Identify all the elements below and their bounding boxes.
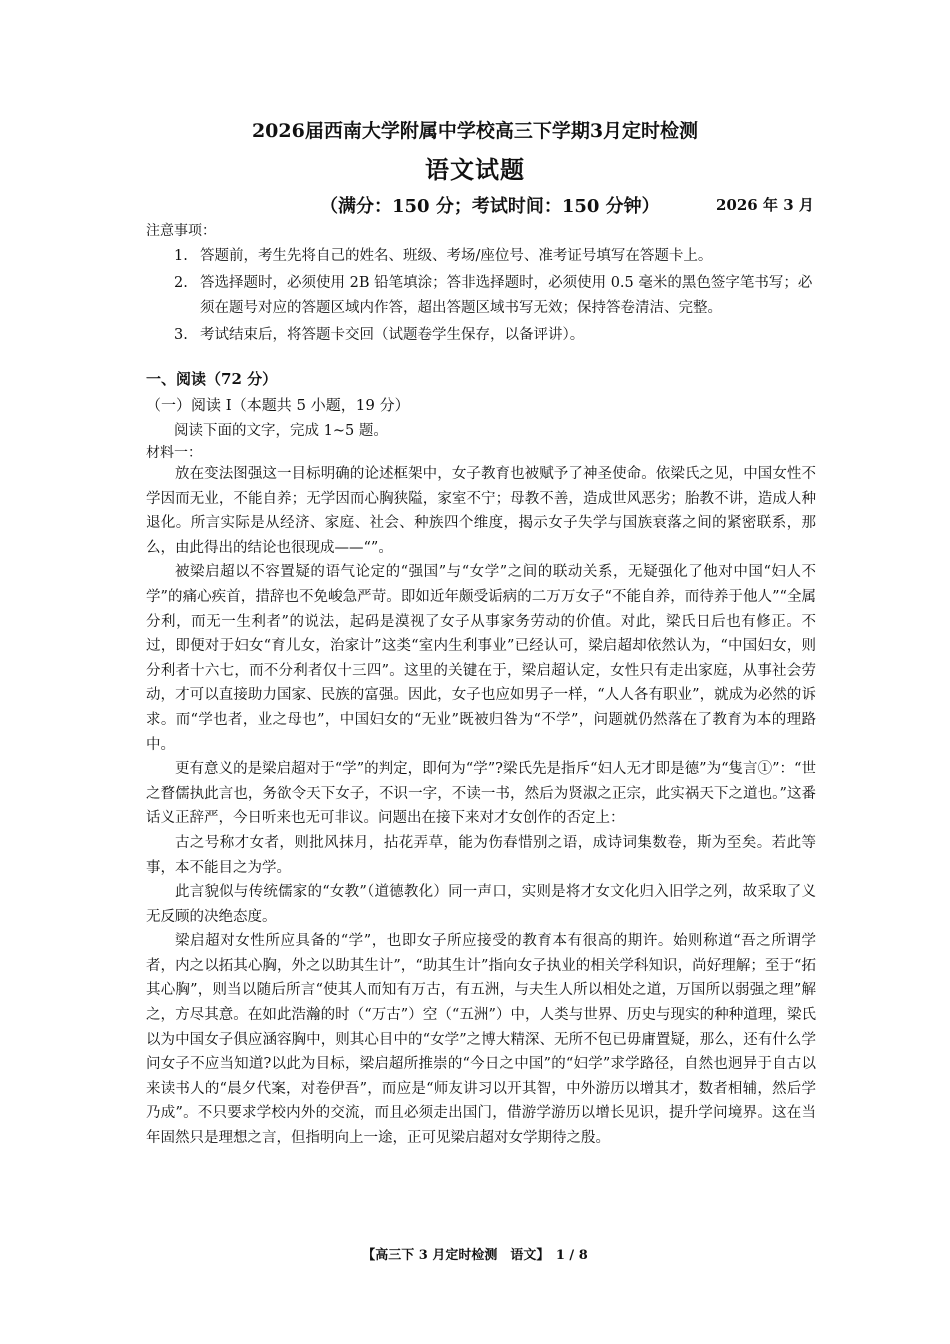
notice-item-text: 答选择题时，必须使用 2B 铅笔填涂；答非选择题时，必须使用 0.5 毫米的黑色签字笔书写；必须在题号对应的答题区域内作答，超出答题区域书写无效；保持答卷清洁、完整。 (200, 275, 813, 316)
exam-title: 2026届西南大学附属中学校高三下学期3月定时检测 (251, 120, 699, 142)
subsection-heading: （一）阅读 I（本题共 5 小题，19 分） (146, 396, 410, 414)
section-heading: 一、阅读（72 分） (146, 370, 278, 388)
reading-instruction: 阅读下面的文字，完成 1~5 题。 (174, 423, 388, 439)
notice-item-number: 3. (174, 327, 188, 343)
subject-title: 语文试题 (425, 155, 525, 184)
passage-quotation: 古之号称才女者，则批风抹月，拈花弄草，能为伤春惜别之语，成诗词集数卷，斯为至矣。若此等事，本不能目之为学。 (146, 834, 816, 876)
score-time-line: （满分：150 分；考试时间：150 分钟） (320, 196, 660, 217)
notice-item-text: 考试结束后，将答题卡交回（试题卷学生保存，以备评讲）。 (200, 327, 585, 343)
passage-paragraph: 被梁启超以不容置疑的语气论定的“强国”与“女学”之间的联动关系，无疑强化了他对中国“妇人不学”的痛心疾首，措辞也不免峻急严苛。即如近年颇受诟病的二万万女子“不能自养，而待养于他人”“全属分利，而无一生利者”的说法，起码是漠视了女子从事家务劳动的价值。对此，梁氏日后也有修正。不过，即便对于妇女“育儿女，治家计”这类“室内生利事业”已经认可，梁启超却依然认为，“中国妇女，则分利者十六七，而不分利者仅十三四”。这里的关键在于，梁启超认定，女性只有走出家庭，从事社会劳动，才可以直接助力国家、民族的富强。因此，女子也应如男子一样，“人人各有职业”，就成为必然的诉求。而“学也者，业之母也”，中国妇女的“无业”既被归咎为“不学”，问题就仍然落在了教育为本的理路中。 (146, 564, 816, 753)
page-footer: 【高三下 3 月定时检测 语文】 1 / 8 (362, 1248, 588, 1263)
notice-item (146, 271, 816, 321)
notice-item-text: 答题前，考生先将自己的姓名、班级、考场/座位号、准考证号填写在答题卡上。 (200, 248, 713, 264)
passage-paragraph: 梁启超对女性所应具备的“学”，也即女子所应接受的教育本有很高的期许。始则称道“吾之所谓学者，内之以拓其心胸，外之以助其生计”，“助其生计”指向女子执业的相关学科知识，尚好理解；至于“拓其心胸”，则当以随后所言“使其人而知有万古，有五洲，与夫生人所以相处之道，万国所以弱强之理”解之，方尽其意。在如此浩瀚的时（“万古”）空（“五洲”）中，人类与世界、历史与现实的种种道理，梁氏以为中国女子俱应涵容胸中，则其心目中的“女学”之博大精深、无所不包已毋庸置疑，那么，还有什么学问女子不应当知道?以此为目标，梁启超所推崇的“今日之中国”的“妇学”求学路径，自然也迥异于自古以来读书人的“晨夕代案，对卷伊吾”，而应是“师友讲习以开其智，中外游历以增其才，数者相辅，然后学乃成”。不只要求学校内外的交流，而且必须走出国门，借游学游历以增长见识，提升学问境界。这在当年固然只是理想之言，但指明向上一途，正可见梁启超对女学期待之殷。 (146, 933, 816, 1147)
notice-item (146, 323, 816, 348)
notice-item (146, 244, 816, 269)
notice-list (146, 244, 816, 350)
reading-passage (146, 462, 816, 1151)
exam-date: 2026 年 3 月 (716, 196, 814, 214)
passage-paragraph: 放在变法图强这一目标明确的论述框架中，女子教育也被赋予了神圣使命。依梁氏之见，中国女性不学因而无业，不能自养；无学因而心胸狭隘，家室不宁；母教不善，造成世风恶劣；胎教不讲，造成人种退化。所言实际是从经济、家庭、社会、种族四个维度，揭示女子失学与国族衰落之间的紧密联系，那么，由此得出的结论也很现成——“”。 (146, 466, 816, 556)
material-label: 材料一： (146, 445, 202, 461)
notice-item-number: 2. (174, 275, 188, 291)
notice-heading: 注意事项： (146, 223, 216, 239)
passage-paragraph: 更有意义的是梁启超对于“学”的判定，即何为“学”?梁氏先是指斥“妇人无才即是德”为“隻言①”：“世之瞀儒执此言也，务欲令天下女子，不识一字，不读一书，然后为贤淑之正宗，此实祸天下之道也。”这番话义正辞严，今日听来也无可非议。问题出在接下来对才女创作的否定上： (146, 761, 816, 827)
notice-item-number: 1. (174, 248, 188, 264)
passage-paragraph: 此言貌似与传统儒家的“女教”（道德教化）同一声口，实则是将才女文化归入旧学之列，故采取了义无反顾的决绝态度。 (146, 884, 816, 925)
